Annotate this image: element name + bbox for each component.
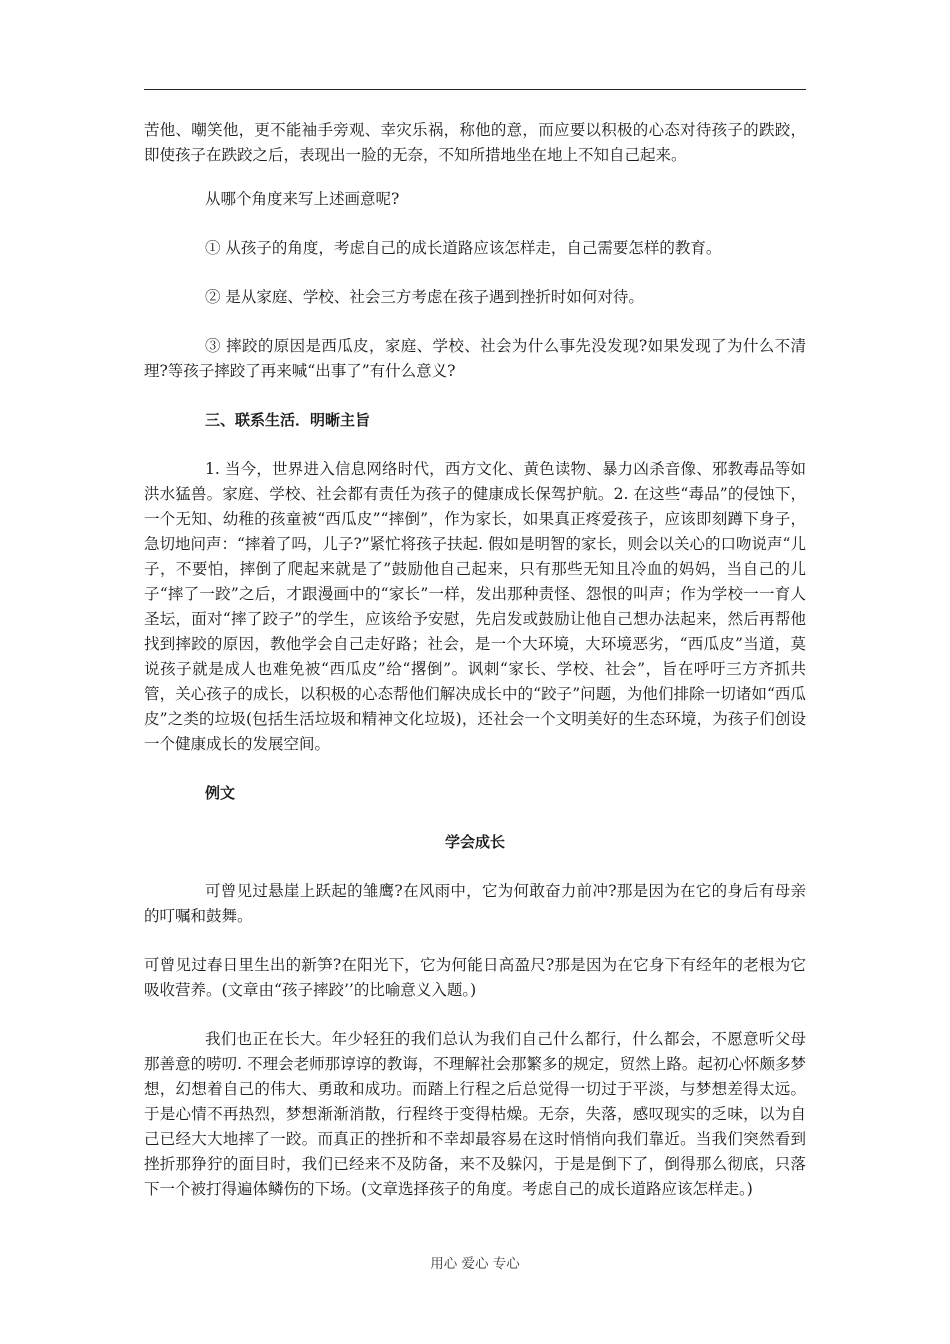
essay-paragraph-1: 可曾见过悬崖上跃起的雏鹰?在风雨中，它为何敢奋力前冲?那是因为在它的身后有母亲的叮嘱和鼓舞。 — [144, 882, 806, 925]
section-heading: 三、联系生活．明晰主旨 — [205, 411, 371, 429]
paragraph-question: 从哪个角度来写上述画意呢? — [205, 190, 400, 208]
essay-title: 学会成长 — [444, 833, 505, 851]
paragraph-angle-3: ③ 摔跤的原因是西瓜皮，家庭、学校、社会为什么事先没发现?如果发现了为什么不清理?等孩子摔跤了再来喊“出事了”有什么意义? — [144, 337, 806, 380]
paragraph-angle-2: ② 是从家庭、学校、社会三方考虑在孩子遇到挫折时如何对待。 — [205, 288, 644, 306]
header-rule — [144, 89, 806, 90]
page-body — [144, 118, 806, 1202]
essay-paragraph-2: 可曾见过春日里生出的新笋?在阳光下，它为何能日高盈尺?那是因为在它身下有经年的老根为它吸收营养。(文章由“孩子摔跤’’的比喻意义入题。) — [144, 956, 806, 999]
paragraph-analysis: 1. 当今，世界进入信息网络时代，西方文化、黄色读物、暴力凶杀音像、邪教毒品等如洪水猛兽。家庭、学校、社会都有责任为孩子的健康成长保驾护航。2. 在这些“毒品”的侵蚀下，一个无知、幼稚的孩童被“西瓜皮”“摔倒”，作为家长，如果真正疼爱孩子，应该即刻蹲下身子，急切地问声：“摔着了吗，儿子?”紧忙将孩子扶起. 假如是明智的家长，则会以关心的口吻说声“儿子，不要怕，摔倒了爬起来就是了”鼓励他自己起来，只有那些无知且冷血的妈妈，当自己的儿子“摔了一跤”之后，才跟漫画中的“家长”一样，发出那种责怪、怨恨的叫声；作为学校一一育人圣坛，面对“摔了跤子”的学生，应该给予安慰，先启发或鼓励让他自己想办法起来，然后再帮他找到摔跤的原因，教他学会自己走好路；社会，是一个大环境，大环境恶劣，“西瓜皮”当道，莫说孩子就是成人也难免被“西瓜皮”给“撂倒”。讽刺“家长、学校、社会”，旨在呼吁三方齐抓共管，关心孩子的成长，以积极的心态帮他们解决成长中的“跤子”问题，为他们排除一切诸如“西瓜皮”之类的垃圾(包括生活垃圾和精神文化垃圾)，还社会一个文明美好的生态环境，为孩子们创设一个健康成长的发展空间。 — [144, 460, 806, 753]
paragraph-intro-continued: 苦他、嘲笑他，更不能袖手旁观、幸灾乐祸，称他的意，而应要以积极的心态对待孩子的跌跤，即使孩子在跌跤之后，表现出一脸的无奈，不知所措地坐在地上不知自己起来。 — [144, 121, 806, 164]
page-footer: 用心 爱心 专心 — [430, 1256, 520, 1272]
example-label: 例文 — [205, 784, 236, 802]
paragraph-angle-1: ① 从孩子的角度，考虑自己的成长道路应该怎样走，自己需要怎样的教育。 — [205, 239, 722, 257]
essay-paragraph-3: 我们也正在长大。年少轻狂的我们总认为我们自己什么都行，什么都会，不愿意听父母那善意的唠叨. 不理会老师那谆谆的教诲，不理解社会那繁多的规定，贸然上路。起初心怀颇多梦想，幻想着自己的伟大、勇敢和成功。而踏上行程之后总觉得一切过于平淡，与梦想差得太远。于是心情不再热烈，梦想渐渐消散，行程终于变得枯燥。无奈，失落，感叹现实的乏味，以为自己已经大大地摔了一跤。而真正的挫折和不幸却最容易在这时悄悄向我们靠近。当我们突然看到挫折那狰狞的面目时，我们已经来不及防备，来不及躲闪，于是是倒下了，倒得那么彻底，只落下一个被打得遍体鳞伤的下场。(文章选择孩子的角度。考虑自己的成长道路应该怎样走。) — [144, 1030, 806, 1198]
